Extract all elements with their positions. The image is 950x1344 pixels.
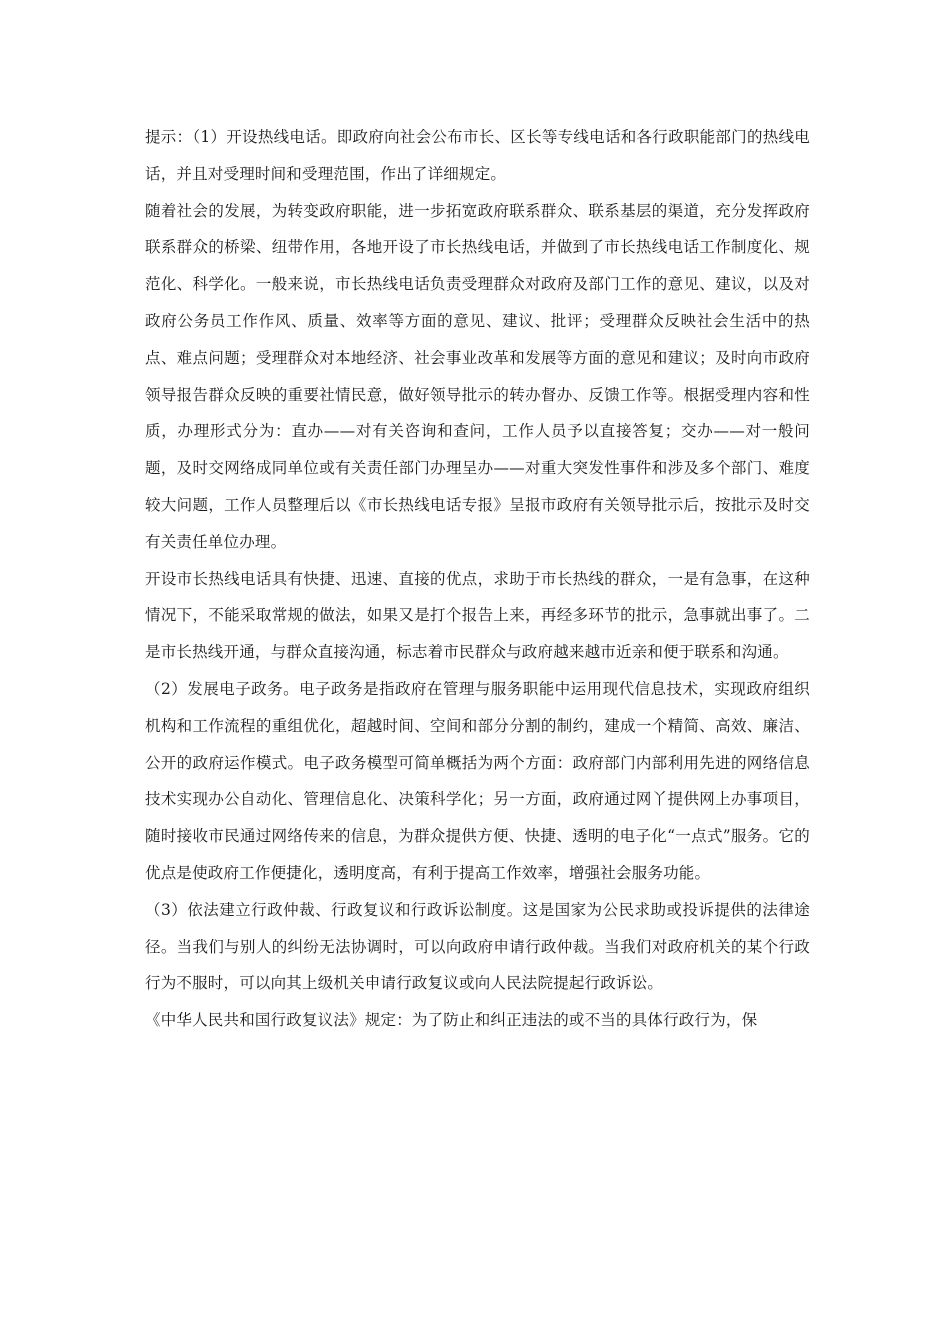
paragraph-review-law: 《中华人民共和国行政复议法》规定：为了防止和纠正违法的或不当的具体行政行为，保 [145,1011,758,1030]
document-body [145,119,810,1039]
paragraph-e-government: （2）发展电子政务。电子政务是指政府在管理与服务职能中运用现代信息技术，实现政府组织机构和工作流程的重组优化，超越时间、空间和部分分割的制约，建成一个精简、高效、廉洁、公开的政府运作模式。电子政务模型可简单概括为两个方面：政府部门内部利用先进的网络信息技术实现办公自动化、管理信息化、决策科学化；另一方面，政府通过网丫提供网上办事项目，随时接收市民通过网络传来的信息，为群众提供方便、快捷、透明的电子化“一点式”服务。它的优点是使政府工作便捷化，透明度高，有利于提高工作效率，增强社会服务功能。 [145,679,810,882]
paragraph-hint-hotline: 提示：（1）开设热线电话。即政府向社会公布市长、区长等专线电话和各行政职能部门的热线电话，并且对受理时间和受理范围，作出了详细规定。 [145,128,810,183]
paragraph-hotline-advantages: 开设市长热线电话具有快捷、迅速、直接的优点，求助于市长热线的群众，一是有急事，在这种情况下，不能采取常规的做法，如果又是打个报告上来，再经多环节的批示，急事就出事了。二是市长热线开通，与群众直接沟通，标志着市民群众与政府越来越巿近亲和便于联系和沟通。 [145,569,810,662]
paragraph-administrative-law: （3）依法建立行政仲裁、行政复议和行政诉讼制度。这是国家为公民求助或投诉提供的法律途径。当我们与别人的纠纷无法协调时，可以向政府申请行政仲裁。当我们对政府机关的某个行政行为不服时，可以向其上级机关申请行政复议或向人民法院提起行政诉讼。 [145,900,810,993]
paragraph-mayor-hotline: 随着社会的发展，为转变政府职能，进一步拓宽政府联系群众、联系基层的渠道，充分发挥政府联系群众的桥梁、纽带作用，各地开设了市长热线电话，并做到了市长热线电话工作制度化、规范化、科学化。一般来说，市长热线电话负责受理群众对政府及部门工作的意见、建议，以及对政府公务员工作作风、质量、效率等方面的意见、建议、批评；受理群众反映社会生活中的热点、难点问题；受理群众对本地经济、社会事业改革和发展等方面的意见和建议；及时向市政府领导报告群众反映的重要社情民意，做好领导批示的转办督办、反馈工作等。根据受理内容和性质，办理形式分为：直办——对有关咨询和查问，工作人员予以直接答复；交办——对一般问题，及时交网络成同单位或有关责任部门办理呈办——对重大突发性事件和涉及多个部门、难度较大问题，工作人员整理后以《市长热线电话专报》呈报市政府有关领导批示后，按批示及时交有关责任单位办理。 [145,201,810,551]
